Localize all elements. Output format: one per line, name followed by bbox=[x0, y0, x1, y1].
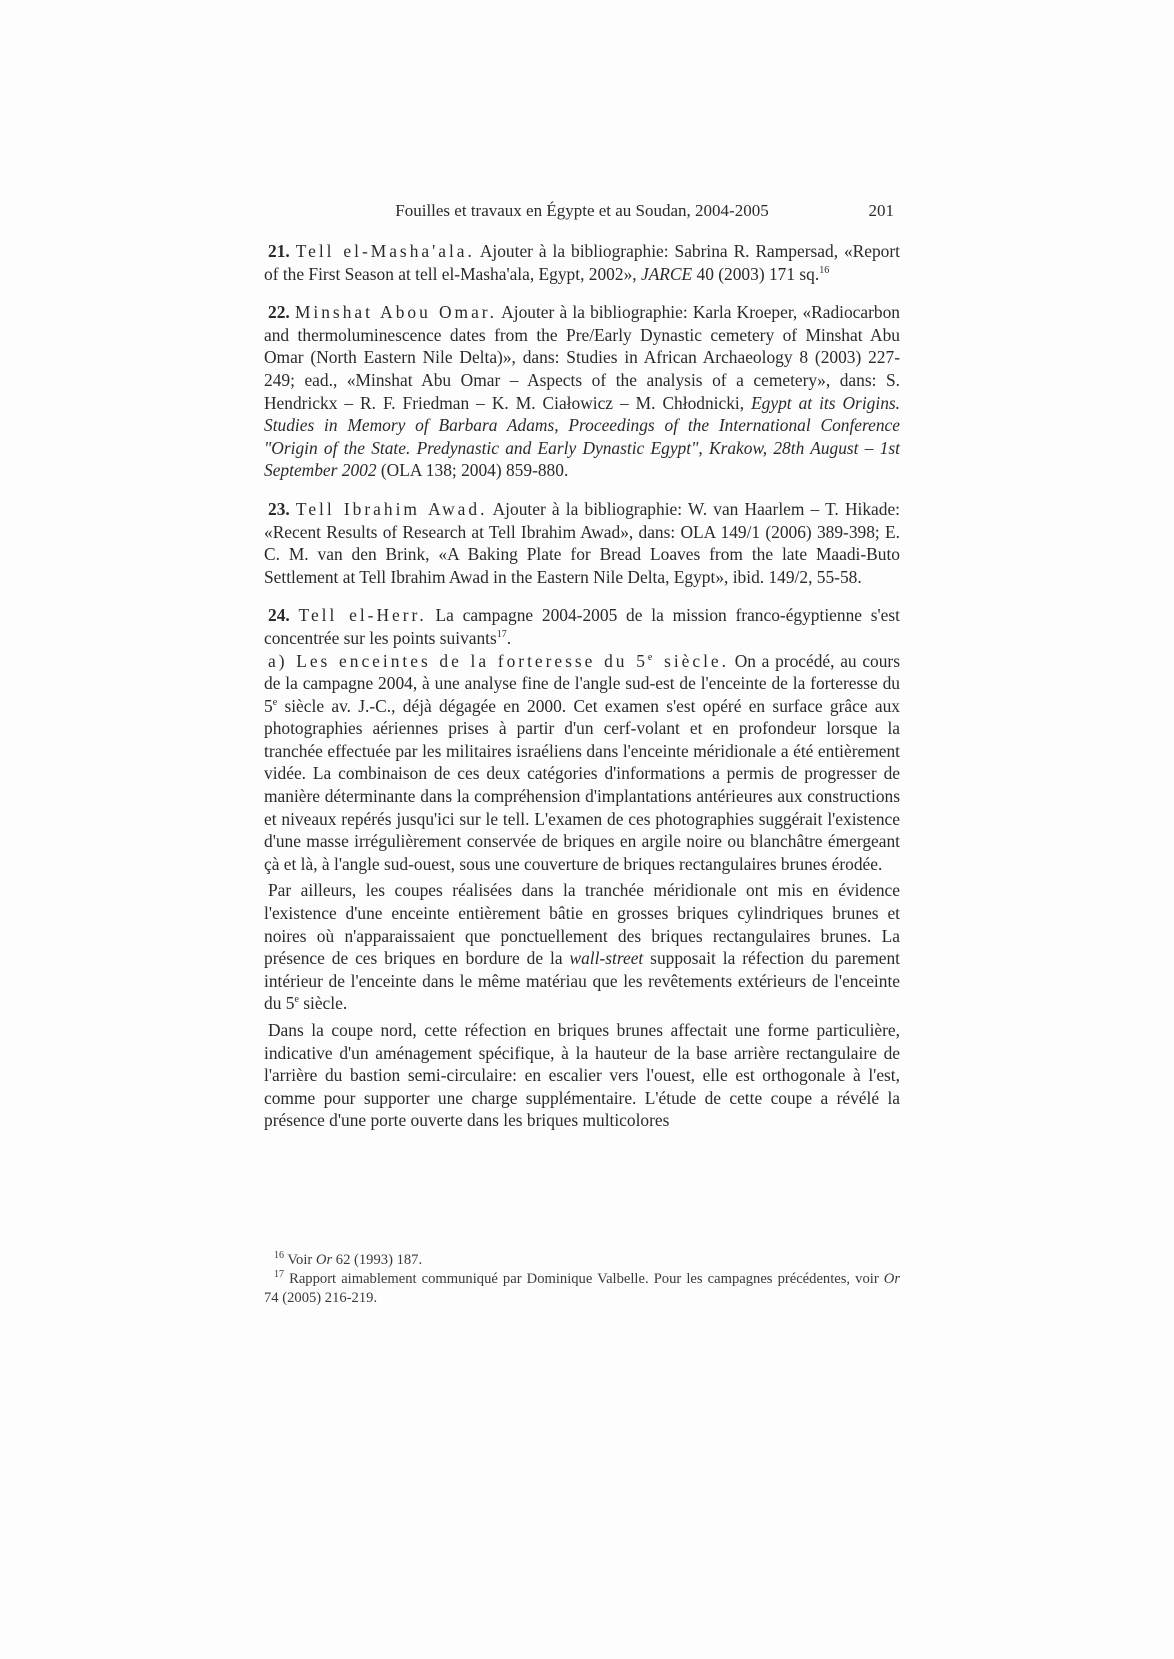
journal-title: JARCE bbox=[640, 263, 693, 284]
paragraph bbox=[264, 1019, 900, 1132]
site-name: Tell Ibrahim Awad. bbox=[295, 498, 488, 519]
footnote-mark: 17 bbox=[274, 1269, 284, 1281]
entry-text: 40 (2003) 171 sq. bbox=[692, 263, 820, 284]
entry-number: 23. bbox=[268, 498, 290, 519]
entry-text: (OLA 138; 2004) 859-880. bbox=[376, 460, 569, 481]
superscript: e bbox=[272, 696, 278, 708]
footnote-text: 62 (1993) 187. bbox=[332, 1252, 423, 1268]
entry-text: . bbox=[506, 627, 512, 648]
superscript: e bbox=[647, 651, 656, 663]
footnote-journal: Or bbox=[315, 1252, 333, 1268]
footnote-ref[interactable]: 17 bbox=[496, 629, 507, 641]
paragraph-text: siècle av. J.-C., déjà dégagée en 2000. Cet examen s'est opéré en surface grâce aux photographies aériennes prises à partir d'un cerf-volant et en profondeur lorsque la tranchée effectuée par les militaires israéliens dans l'enceinte méridionale a été entièrement vidée. La combinaison de ces deux catégories d'informations a permis de progresser de manière déterminante dans la compréhension d'implantations antérieures aux constructions et niveaux repérés jusqu'ici sur le tell. L'examen de ces photographies suggérait l'existence d'une masse irrégulièrement conservée de briques en argile noire ou blanchâtre émergeant çà et là, à l'angle sud-ouest, sous une couverture de briques rectangulaires brunes érodée. bbox=[264, 695, 900, 874]
entry-number: 22. bbox=[268, 302, 290, 323]
site-name: Tell el-Herr. bbox=[298, 605, 427, 626]
paragraph-text: siècle. bbox=[298, 993, 348, 1014]
entry-24 bbox=[264, 604, 900, 1132]
page-number: 201 bbox=[868, 201, 894, 220]
footnote bbox=[264, 1251, 900, 1270]
italic-term: wall-street bbox=[569, 948, 644, 969]
page-body bbox=[264, 196, 900, 1132]
footnote bbox=[264, 1270, 900, 1308]
subsection-a bbox=[264, 650, 900, 876]
entry-text: La campagne 2004-2005 de la mission franco-égyptienne s'est concentrée sur les points suivants bbox=[264, 605, 900, 648]
entry-22 bbox=[264, 301, 900, 482]
entry-text: Ajouter à la bibliographie: Karla Kroeper, «Radiocarbon and thermoluminescence dates from the Pre/Early Dynastic cemetery of Minshat Abu Omar (North Eastern Nile Delta)», dans: Studies in African Archaeology 8 (2003) 227-249; ead., «Minshat Abu Omar – Aspects of the analysis of a cemetery», dans: S. Hendrickx – R. F. Friedman – K. M. Ciałowicz – M. Chłodnicki, bbox=[264, 302, 900, 413]
footnote-text: Rapport aimablement communiqué par Dominique Valbelle. Pour les campagnes précédentes, voir bbox=[284, 1271, 884, 1287]
site-name: Minshat Abou Omar. bbox=[294, 302, 497, 323]
site-name: Tell el-Masha'ala. bbox=[295, 241, 475, 261]
paragraph-text: Dans la coupe nord, cette réfection en briques brunes affectait une forme particulière, indicative d'un aménagement spécifique, à la hauteur de la base arrière rectangulaire de l'arrière du bastion semi-circulaire: en escalier vers l'ouest, elle est orthogonale à l'est, comme pour supporter une charge supplémentaire. L'étude de cette coupe a révélé la présence d'une porte ouverte dans les briques multicolores bbox=[264, 1020, 900, 1131]
paragraph bbox=[264, 879, 900, 1015]
footnote-text: Voir bbox=[284, 1252, 316, 1268]
subsection-heading bbox=[268, 651, 729, 671]
entry-text: Ajouter à la bibliographie: W. van Haarlem – T. Hikade: «Recent Results of Research at Tell Ibrahim Awad», dans: OLA 149/1 (2006) 389-398; E. C. M. van den Brink, «A Baking Plate for Bread Loaves from the late Maadi-Buto Settlement at Tell Ibrahim Awad in the Eastern Nile Delta, Egypt», ibid. 149/2, 55-58. bbox=[264, 498, 900, 587]
running-title: Fouilles et travaux en Égypte et au Soudan, 2004-2005 bbox=[395, 201, 769, 220]
footnotes bbox=[264, 1251, 900, 1308]
book-title: Egypt at its Origins. Studies in Memory of Barbara Adams, Proceedings of the International Conference "Origin of the State. Predynastic and Early Dynastic Egypt", Krakow, 28th August – 1st September 2002 bbox=[264, 392, 900, 481]
paragraph-text: Par ailleurs, les coupes réalisées dans la tranchée méridionale ont mis en évidence l'existence d'une enceinte entièrement bâtie en grosses briques cylindriques brunes et noires où n'apparaissaient que ponctuellement des briques rectangulaires brunes. La présence de ces briques en bordure de la bbox=[264, 880, 900, 969]
footnote-journal: Or bbox=[883, 1271, 900, 1287]
superscript: e bbox=[294, 994, 299, 1006]
running-header bbox=[264, 196, 900, 226]
subsection-heading-text: a) Les enceintes de la forteresse du 5 bbox=[268, 650, 648, 671]
paragraph-text: supposait la réfection du parement intérieur de l'enceinte dans le même matériau que les revêtements extérieurs de l'enceinte du 5 bbox=[264, 948, 900, 1014]
entry-text: Ajouter à la bibliographie: Sabrina R. Rampersad, «Report of the First Season at tell el-Masha'ala, Egypt, 2002», bbox=[264, 241, 900, 284]
entry-number: 24. bbox=[268, 605, 290, 626]
footnote-ref[interactable]: 16 bbox=[819, 264, 830, 276]
entry-23 bbox=[264, 498, 900, 588]
paragraph-text: On a procédé, au cours de la campagne 2004, à une analyse fine de l'angle sud-est de l'enceinte de la forteresse du 5 bbox=[264, 650, 900, 716]
entry-number: 21. bbox=[268, 241, 290, 261]
subsection-heading-text: siècle. bbox=[655, 650, 730, 671]
footnote-text: 74 (2005) 216-219. bbox=[264, 1290, 378, 1306]
entry-21 bbox=[264, 240, 900, 285]
footnote-mark: 16 bbox=[274, 1250, 284, 1262]
